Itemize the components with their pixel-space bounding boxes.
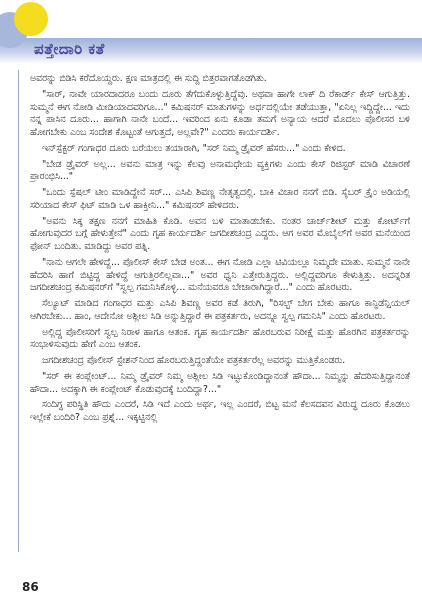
article-body bbox=[30, 73, 410, 428]
section-title: ಪತ್ತೇದಾರಿ ಕತೆ bbox=[34, 40, 105, 58]
left-margin-rule bbox=[18, 70, 19, 552]
paragraph: ಇನ್‌ಸ್ಪೆಕ್ಟರ್ ಗಂಗಾಧರ ದೂರು ಬರೆಯಲು ತಯಾರಾಗಿ, "ಸರ್ ನಿಮ್ಮ ಡ್ರೈವರ್ ಹೆಸರು..." ಎಂದು ಕೇಳಿದ. bbox=[42, 142, 346, 154]
paragraph: "ಅವನು ಸಿಕ್ಕ ತಕ್ಷಣ ನನಗೆ ಮಾಹಿತಿ ಕೊಡಿ. ಅವನ ಬಳಿ ಮಾತಾಡಬೇಕು. ನಂತರ ಚಾರ್ಜ್‌ಶೀಟ್ ಮತ್ತು ಕೋರ್ಟ್‌ಗೆ ಹೋಗುವುದರ ಬಗ್ಗೆ ಹೇಳುತ್ತೇನೆ" ಎಂದು ಗೃಹ ಕಾರ್ಯದರ್ಶಿ ಜಗದೀಶಚಂದ್ರ ಎದ್ದರು. ಆಗ ಅವರ ಮೊಬೈಲ್‌ಗೆ ಅವರ ಮನೆಯಿಂದ ಫೋನ್ ಬಂದಿತು. ಮಾಡಿದ್ದು ಅವರ ಪತ್ನಿ. bbox=[30, 215, 410, 252]
paragraph: "ಬೇಡ ಡ್ರೈವರ್ ಅಲ್ಲ... ಅವನು ಮಾತ್ರ ಇನ್ನು ಕೆಲವು ಅನಾಮಧೇಯ ವ್ಯಕ್ತಿಗಳು ಎಂದು ಕೇಸ್ ರಿಜಿಸ್ಟರ್ ಮಾಡಿ ವಿಚಾರಣೆ ಪ್ರಾರಂಭಿಸಿ..." bbox=[30, 158, 410, 183]
page-number: 86 bbox=[22, 580, 39, 594]
paragraph: ಜಗದೀಶಚಂದ್ರ ಪೊಲೀಸ್ ಸ್ಟೇಶನ್‌ನಿಂದ ಹೊರಬರುತ್ತಿದ್ದಂತೆಯೇ ಪತ್ರಕರ್ತರೆಲ್ಲ ಅವರನ್ನು ಮುತ್ತಿಕೊಂಡರು. bbox=[42, 355, 346, 366]
paragraph: ಅಲ್ಲಿದ್ದ ಪೊಲೀಸರಿಗೆ ಸ್ವಲ್ಪ ನಿರಾಳ ಹಾಗೂ ಆತಂಕ. ಗೃಹ ಕಾರ್ಯದರ್ಶಿ ಹೊರಬರುವ ನಿರೀಕ್ಷೆ ಮತ್ತು ಹೊರಗಿನ ಪತ್ರಕರ್ತರನ್ನು ಸಂಭಾಳಿಸುವುದು ಹೇಗೆ ಎಂಬ ಆತಂಕ. bbox=[30, 326, 410, 351]
paragraph: "ಸರ್ ಈ ಕಂಪ್ಲೇಂಟ್... ನಿಮ್ಮ ಡ್ರೈವರ್ ನಿಮ್ಮ ಅಶ್ಲೀಲ ಸಿಡಿ ಇಟ್ಟುಕೊಂಡಿದ್ದಾನಂತೆ ಹೌದಾ... ನಿಮ್ಮನ್ನು ಹೆದರಿಸುತ್ತಿದ್ದಾನಂತೆ ಹೌದಾ... ಅದಕ್ಕಾಗಿ ಈ ಕಂಪ್ಲೇಂಟ್ ಕೊಡುವುದಕ್ಕೆ ಬಂದಿದ್ದಾ?..." bbox=[30, 370, 410, 395]
paragraph: ಅವರನ್ನು ಬಿಡಿಸಿ ಕರೆದೊಯ್ದರು. ಕ್ಷಣ ಮಾತ್ರದಲ್ಲಿ ಈ ಸುದ್ದಿ ಬಿತ್ತರವಾಗತೊಡಗಿತು. bbox=[30, 73, 267, 84]
paragraph: "ಒಂದು ಸ್ಪೆಷಲ್ ಟೀಂ ಮಾಡಿದ್ದೇನೆ ಸರ್... ಎಸಿಪಿ ಶಿವಣ್ಣ ನೇತೃತ್ವದಲ್ಲಿ. ಬಾಕಿ ವಿಚಾರ ನನಗೆ ಬಿಡಿ. ಸೈಬರ್ ಕ್ರೈಂ ಅಡಿಯಲ್ಲಿ ಸರಿಯಾದ ಕೇಸ್ ಫಿಟ್ ಮಾಡಿ ಒಳ ಹಾಕ್ತೀನಿ..." ಕಮಿಷನರ್ ಹೇಳಿದರು. bbox=[30, 187, 410, 211]
decorative-circle-yellow bbox=[14, 2, 48, 36]
paragraph: "ಸಾರ್, ನಾವೇ ಯಾರದಾದರೂ ಬಂದು ದೂರು ತೆಗೆದುಕೊಳ್ಳುತ್ತಿದ್ದೆವು. ಅಥವಾ ಹಾಗೇ ಲಾಕ್ ದಿ ರೆಕಾರ್ಡ್ ಕೇಸ್ ಆಗುತ್ತಿತ್ತು. ಸುಮ್ಮನೆ ಈಗ ನೋಡಿ ಮೀಡಿಯಾದವರಿಗೂ..." ಕಮಿಷನರ್ ಮಾತುಗಳನ್ನು ಅರ್ಧದಲ್ಲಿಯೇ ತಡೆಯುತ್ತಾ, "ಏನಿಲ್ಲ ಇದ್ದಿದ್ದೇ... ಇದು ನನ್ನ ಪಾಸಿನ ದೂರು... ಹಾಗಾಗಿ ನಾನೇ ಬಂದೆ... ಇವರಿಂದ ಏನು ಕೂಡಾ ತಮಗೆ ಅನ್ಯಾಯ ಆದರೆ ಮೊದಲು ಪೊಲೀಸರ ಬಳಿ ಹೋಗಬೇಕು ಎಂಬ ಸಂದೇಶ ಕೊಟ್ಟಂತೆ ಆಗುತ್ತದೆ, ಅಲ್ಲವೇ?" ಎಂದರು ಕಾರ್ಯದರ್ಶಿ. bbox=[30, 88, 410, 138]
paragraph: ಸಂದಿಗ್ಧ ಪರಿಸ್ಥಿತಿ ಹೌದು ಎಂದರೆ, ಸಿಡಿ ಇದೆ ಎಂದು ಅರ್ಥ, ಇಲ್ಲ ಎಂದರೆ, ಬಿಟ್ಟ ಮನೆ ಕೆಲಸದವನ ವಿರುದ್ಧ ದೂರು ಕೊಡಲು ಇಲ್ಲೇಕೆ ಬಂದಿರಿ? ಎಂಬ ಪ್ರಶ್ನೆ... ಇಕ್ಕಟ್ಟಿನಲ್ಲಿ bbox=[30, 399, 410, 423]
paragraph: ಸೆಲ್ಯೂಟ್ ಮಾಡಿದ ಗಂಗಾಧರ ಮತ್ತು ಎಸಿಪಿ ಶಿವಣ್ಣ ಅವರ ಕಡೆ ತಿರುಗಿ, "ರಿಸಲ್ಟ್ ಬೇಗ ಬೇಕು ಹಾಗೂ ಕಾನ್ಫಿಡೆನ್ಷಿಯಲ್ ಆಗಿರಬೇಕು... ಹಾಂ, ಆದೇನೋ ಅಶ್ಲೀಲ ಸಿಡಿ ಅನ್ನುತ್ತಿದ್ದಾರೆ ಈ ಪತ್ರಕರ್ತರು, ಅದನ್ನೂ ಸ್ವಲ್ಪ ಗಮನಿಸಿ" ಎಂದು ಹೊರಟರು. bbox=[30, 298, 410, 322]
paragraph: "ನಾನು ಆಗಲೇ ಹೇಳಿದ್ದೆ... ಪೊಲೀಸ್ ಕೇಸ್ ಬೇಡ ಅಂತ... ಈಗ ನೋಡಿ ಎಲ್ಲಾ ಟಿವಿಯಲ್ಲೂ ನಿಮ್ಮದೇ ಮಾತು. ಸುಮ್ಮನೆ ನಾನೇ ಹೆದರಿಸಿ ಹಾಗೆ ಬಿಟ್ಟಿದ್ದ ಹೇಳಿದ್ದೆ ಆಗುತ್ತಿರಲಿಲ್ಲವಾ..." ಅವರ ಧ್ವನಿ ಎತ್ತೇರುತ್ತಿದ್ದರು. ಅಲ್ಲಿದ್ದವರಿಗೂ ಕೇಳುತ್ತಿತ್ತು. ಅದನ್ನರಿತ ಜಗದೀಶಚಂದ್ರ ಕಮಿಷನರ್‌ಗೆ "ಸ್ವಲ್ಪ ಗಮನಿಸಿಕೊಳ್ಳಿ... ಮನೆಯವರೂ ಬೇಜಾರಾಗಿದ್ದಾರೆ..." ಎಂದು ಹೊರಟರು. bbox=[30, 256, 410, 294]
